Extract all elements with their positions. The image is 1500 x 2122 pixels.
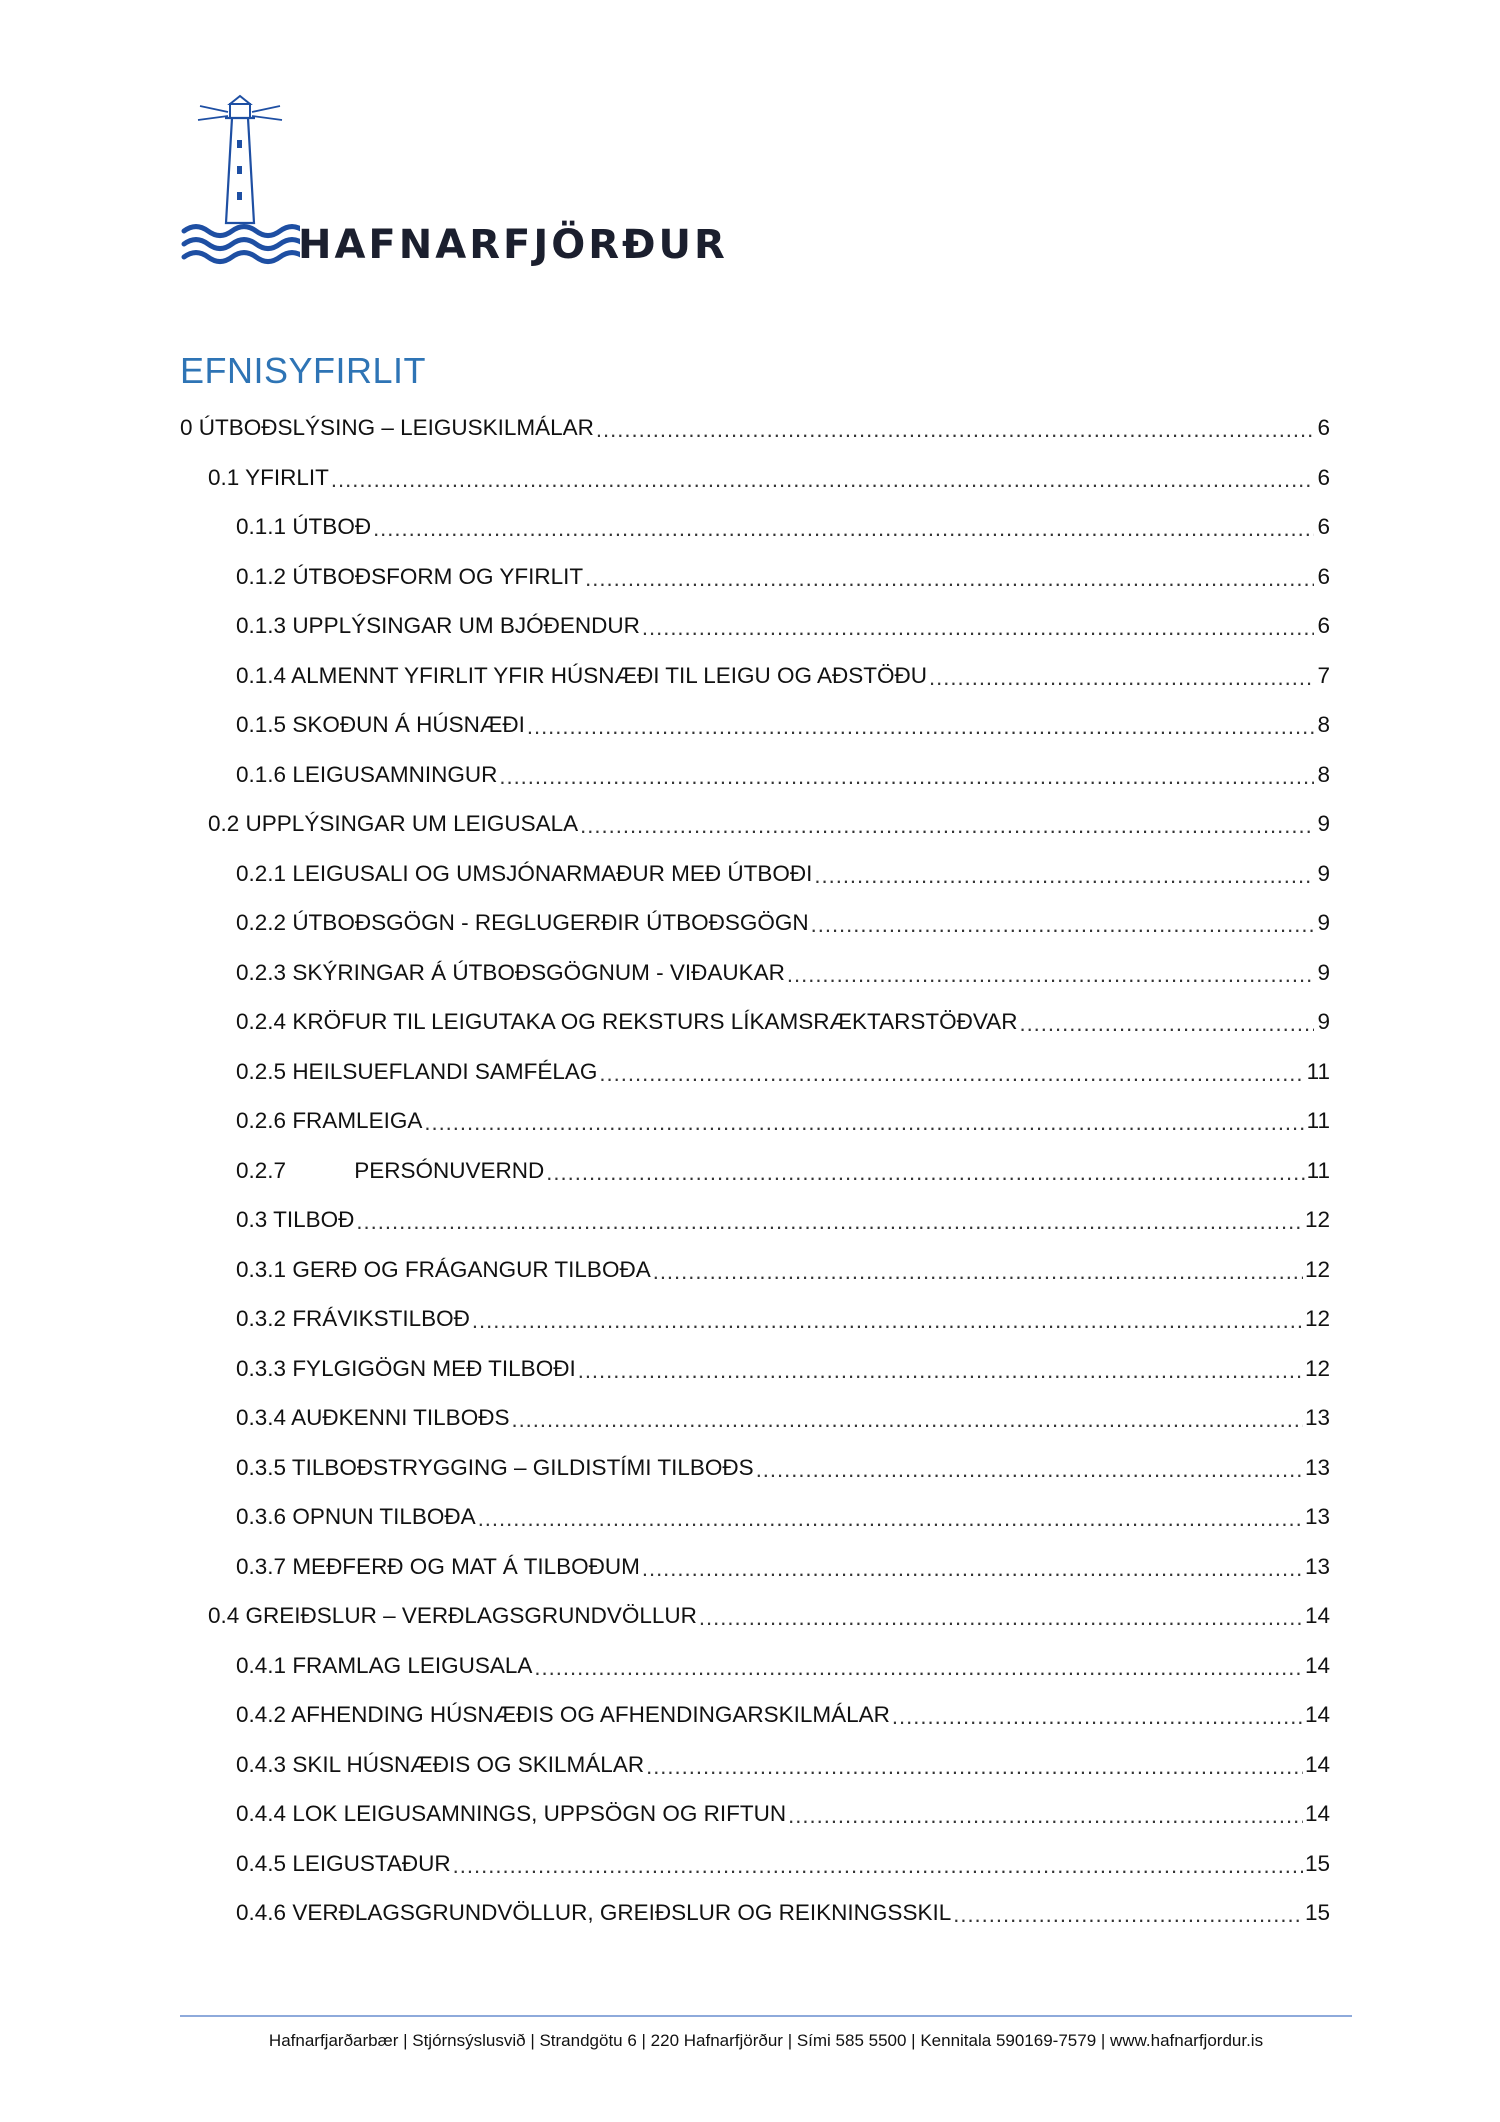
toc-page-number: 9 [1317, 811, 1330, 836]
toc-entry[interactable] [180, 639, 1330, 689]
toc-entry[interactable] [180, 1233, 1330, 1283]
toc-entry-label: SKOÐUN Á HÚSNÆÐI [292, 712, 525, 737]
toc-leader-dots [642, 617, 1314, 639]
logo [180, 88, 728, 278]
toc-entry-number: 0.3 [236, 1207, 268, 1232]
toc-entry-label: FRÁVIKSTILBOÐ [292, 1306, 470, 1331]
footer-divider [180, 2015, 1352, 2017]
toc-entry[interactable] [180, 441, 1330, 491]
toc-entry-label: AUÐKENNI TILBOÐS [291, 1405, 510, 1430]
toc-entry[interactable] [180, 1728, 1330, 1778]
toc-entry-label: VERÐLAGSGRUNDVÖLLUR, GREIÐSLUR OG REIKNINGSSKIL [292, 1900, 952, 1925]
toc-entry-label: LEIGUSALI OG UMSJÓNARMAÐUR MEÐ ÚTBOÐI [292, 860, 813, 886]
table-of-contents [180, 397, 1330, 1926]
toc-entry[interactable] [180, 540, 1330, 590]
toc-entry-label: ÚTBOÐ [292, 514, 372, 539]
toc-entry[interactable] [180, 986, 1330, 1036]
toc-entry-number: 0.4.1 [236, 1652, 287, 1678]
toc-leader-dots [599, 1063, 1304, 1085]
toc-entry-label: TILBOÐSTRYGGING – GILDISTÍMI TILBOÐS [291, 1454, 754, 1480]
toc-entry-number: 0.4.6 [236, 1900, 287, 1925]
toc-page-number: 13 [1304, 1454, 1330, 1480]
toc-entry-label: KRÖFUR TIL LEIGUTAKA OG REKSTURS LÍKAMSRÆKTARSTÖÐVAR [292, 1009, 1018, 1034]
toc-page-number: 13 [1304, 1405, 1330, 1430]
toc-entry-number: 0.1.1 [236, 514, 287, 539]
toc-page-number: 9 [1317, 1009, 1330, 1034]
toc-page-number: 11 [1306, 1157, 1330, 1183]
toc-entry-label: ALMENNT YFIRLIT YFIR HÚSNÆÐI TIL LEIGU OG AÐSTÖÐU [291, 662, 928, 688]
toc-entry-number: 0.2 [208, 811, 240, 836]
toc-entry-number: 0.3.5 [236, 1454, 287, 1480]
toc-leader-dots [787, 964, 1314, 986]
toc-entry[interactable] [180, 738, 1330, 788]
toc-title: EFNISYFIRLIT [180, 350, 427, 391]
toc-entry-label: GREIÐSLUR – VERÐLAGSGRUNDVÖLLUR [245, 1603, 697, 1628]
toc-page-number: 14 [1304, 1603, 1330, 1628]
toc-entry[interactable] [180, 397, 1330, 441]
toc-leader-dots [814, 865, 1314, 887]
toc-entry-number: 0.2.2 [236, 910, 287, 935]
toc-leader-dots [546, 1162, 1304, 1184]
toc-entry-number: 0.4.2 [236, 1702, 287, 1727]
toc-entry-number: 0.2.6 [236, 1108, 287, 1133]
toc-entry-label: FRAMLAG LEIGUSALA [292, 1652, 533, 1678]
toc-entry[interactable] [180, 1481, 1330, 1531]
toc-entry[interactable] [180, 1530, 1330, 1580]
toc-page-number: 13 [1304, 1553, 1330, 1579]
toc-page-number: 14 [1304, 1801, 1330, 1826]
toc-entry-number: 0.1.4 [236, 662, 287, 688]
lighthouse-icon [180, 88, 300, 268]
toc-page-number: 12 [1304, 1207, 1330, 1232]
toc-entry[interactable] [180, 1629, 1330, 1679]
toc-entry-label: SKIL HÚSNÆÐIS OG SKILMÁLAR [292, 1751, 645, 1777]
toc-entry-label: LEIGUSAMNINGUR [292, 761, 498, 787]
logo-text: HAFNARFJÖRÐUR [298, 222, 728, 268]
toc-entry-number: 0.4.5 [236, 1850, 287, 1876]
toc-page-number: 13 [1304, 1504, 1330, 1529]
toc-entry[interactable] [180, 1283, 1330, 1333]
toc-leader-dots [499, 766, 1314, 788]
toc-entry-number: 0.3.6 [236, 1504, 287, 1529]
toc-entry[interactable] [180, 1877, 1330, 1927]
toc-entry-label: MEÐFERÐ OG MAT Á TILBOÐUM [292, 1553, 640, 1579]
toc-entry[interactable] [180, 788, 1330, 838]
toc-leader-dots [788, 1805, 1303, 1827]
toc-entry-number: 0.4.3 [236, 1751, 287, 1777]
toc-entry-number: 0.1.3 [236, 613, 287, 638]
toc-leader-dots [453, 1855, 1303, 1877]
toc-entry[interactable] [180, 1431, 1330, 1481]
toc-leader-dots [646, 1756, 1303, 1778]
toc-leader-dots [478, 1508, 1303, 1530]
toc-entry[interactable] [180, 689, 1330, 739]
toc-page-number: 14 [1304, 1652, 1330, 1678]
toc-leader-dots [580, 815, 1314, 837]
toc-page-number: 6 [1317, 464, 1330, 490]
toc-entry-label: YFIRLIT [245, 464, 329, 490]
toc-entry-number: 0.2.4 [236, 1009, 287, 1034]
toc-entry-number: 0.3.4 [236, 1405, 287, 1430]
toc-entry-number: 0.2.7 [236, 1157, 287, 1183]
toc-entry-label: GERÐ OG FRÁGANGUR TILBOÐA [292, 1256, 651, 1282]
toc-entry-label: UPPLÝSINGAR UM BJÓÐENDUR [292, 613, 640, 638]
toc-entry-number: 0.2.5 [236, 1058, 287, 1084]
toc-page-number: 15 [1304, 1850, 1330, 1876]
toc-entry[interactable] [180, 837, 1330, 887]
toc-entry-label: FYLGIGÖGN MEÐ TILBOÐI [292, 1355, 576, 1381]
toc-entry[interactable] [180, 590, 1330, 640]
toc-entry-number: 0.4.4 [236, 1801, 287, 1826]
toc-entry-label: PERSÓNUVERND [354, 1157, 545, 1183]
toc-page-number: 6 [1317, 563, 1330, 589]
toc-page-number: 9 [1317, 959, 1330, 985]
toc-leader-dots [1019, 1013, 1314, 1035]
toc-entry-label: FRAMLEIGA [292, 1108, 423, 1133]
toc-leader-dots [892, 1706, 1303, 1728]
toc-leader-dots [472, 1310, 1303, 1332]
toc-entry-label: OPNUN TILBOÐA [292, 1504, 476, 1529]
toc-entry[interactable] [180, 1679, 1330, 1729]
toc-entry-label: ÚTBOÐSGÖGN - REGLUGERÐIR ÚTBOÐSGÖGN [292, 910, 809, 935]
toc-entry-label: UPPLÝSINGAR UM LEIGUSALA [245, 811, 579, 836]
toc-leader-dots [699, 1607, 1303, 1629]
toc-leader-dots [929, 667, 1314, 689]
toc-entry-label: LEIGUSTAÐUR [292, 1850, 451, 1876]
toc-entry[interactable] [180, 1827, 1330, 1877]
toc-page-number: 6 [1317, 415, 1330, 440]
toc-entry-label: ÚTBOÐSFORM OG YFIRLIT [292, 563, 584, 589]
toc-entry-number: 0.3.7 [236, 1553, 287, 1579]
toc-leader-dots [527, 716, 1314, 738]
toc-leader-dots [642, 1558, 1303, 1580]
toc-entry-label: LOK LEIGUSAMNINGS, UPPSÖGN OG RIFTUN [292, 1801, 787, 1826]
footer-text: Hafnarfjarðarbær | Stjórnsýslusvið | Strandgötu 6 | 220 Hafnarfjörður | Sími 585 5500 | Kennitala 590169-7579 | www.hafnarfjordur.is [268, 2031, 1264, 2050]
toc-page-number: 9 [1317, 860, 1330, 886]
toc-entry-label: SKÝRINGAR Á ÚTBOÐSGÖGNUM - VIÐAUKAR [292, 959, 785, 985]
toc-entry-number: 0.3.1 [236, 1256, 287, 1282]
toc-page-number: 7 [1317, 662, 1330, 688]
toc-page-number: 11 [1306, 1058, 1330, 1084]
toc-entry[interactable] [180, 1134, 1330, 1184]
toc-leader-dots [578, 1360, 1303, 1382]
toc-entry[interactable] [180, 491, 1330, 541]
toc-leader-dots [756, 1459, 1303, 1481]
toc-page-number: 11 [1306, 1108, 1330, 1133]
toc-page-number: 14 [1304, 1702, 1330, 1727]
toc-entry-label: HEILSUEFLANDI SAMFÉLAG [292, 1058, 598, 1084]
toc-entry-number: 0.1 [208, 464, 240, 490]
toc-entry[interactable] [180, 1332, 1330, 1382]
toc-entry-number: 0.1.2 [236, 563, 287, 589]
toc-leader-dots [373, 518, 1314, 540]
toc-page-number: 12 [1304, 1355, 1330, 1381]
toc-leader-dots [331, 469, 1314, 491]
toc-leader-dots [811, 914, 1314, 936]
toc-page-number: 8 [1317, 712, 1330, 737]
toc-leader-dots [356, 1211, 1303, 1233]
toc-page-number: 6 [1317, 514, 1330, 539]
toc-leader-dots [585, 568, 1314, 590]
toc-page-number: 12 [1304, 1306, 1330, 1331]
toc-leader-dots [534, 1657, 1303, 1679]
toc-page-number: 15 [1304, 1900, 1330, 1925]
toc-entry[interactable] [180, 887, 1330, 937]
toc-leader-dots [596, 419, 1314, 441]
toc-entry-label: ÚTBOÐSLÝSING – LEIGUSKILMÁLAR [198, 415, 594, 440]
toc-leader-dots [424, 1112, 1304, 1134]
toc-entry[interactable] [180, 1085, 1330, 1135]
toc-entry-number: 0.3.3 [236, 1355, 287, 1381]
toc-page-number: 14 [1304, 1751, 1330, 1777]
toc-entry-label: TILBOÐ [273, 1207, 355, 1232]
toc-entry-number: 0.1.6 [236, 761, 287, 787]
toc-entry-number: 0.3.2 [236, 1306, 287, 1331]
toc-page-number: 8 [1317, 761, 1330, 787]
toc-entry[interactable] [180, 1580, 1330, 1630]
toc-entry-number: 0.2.1 [236, 860, 287, 886]
toc-leader-dots [953, 1904, 1303, 1926]
toc-entry-number: 0 [180, 415, 193, 440]
toc-page-number: 6 [1317, 613, 1330, 638]
toc-entry-number: 0.2.3 [236, 959, 287, 985]
toc-entry-number: 0.4 [208, 1603, 240, 1628]
toc-entry[interactable] [180, 1035, 1330, 1085]
toc-entry[interactable] [180, 1382, 1330, 1432]
toc-entry[interactable] [180, 936, 1330, 986]
toc-page-number: 12 [1304, 1256, 1330, 1282]
toc-entry[interactable] [180, 1778, 1330, 1828]
toc-leader-dots [653, 1261, 1303, 1283]
toc-leader-dots [511, 1409, 1303, 1431]
toc-entry[interactable] [180, 1184, 1330, 1234]
toc-page-number: 9 [1317, 910, 1330, 935]
toc-entry-label: AFHENDING HÚSNÆÐIS OG AFHENDINGARSKILMÁLAR [291, 1702, 890, 1727]
toc-entry-number: 0.1.5 [236, 712, 287, 737]
